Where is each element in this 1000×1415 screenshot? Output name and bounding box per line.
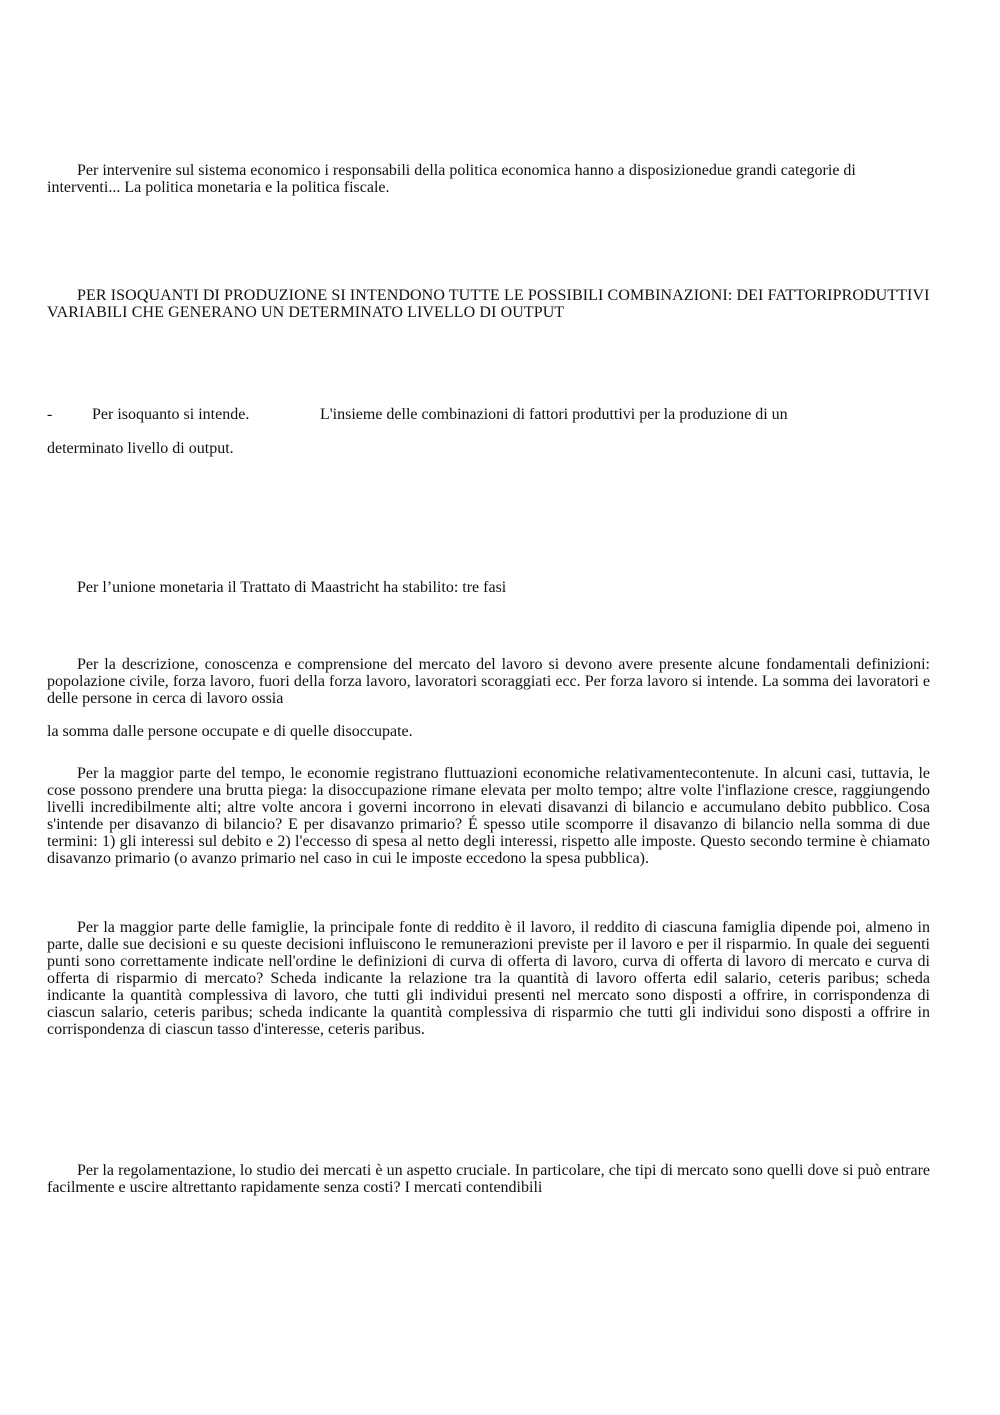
paragraph-isoquanti-definizione: PER ISOQUANTI DI PRODUZIONE SI INTENDONO TUTTE LE POSSIBILI COMBINAZIONI: DEI FATTORIPRODUTTIVI VARIABILI CHE GENERANO UN DETERMINATO LIVELLO DI OUTPUT — [47, 287, 930, 321]
paragraph-forza-lavoro-continuazione: la somma dalle persone occupate e di quelle disoccupate. — [47, 723, 413, 740]
paragraph-mercato-lavoro: Per la descrizione, conoscenza e comprensione del mercato del lavoro si devono avere presente alcune fondamentali definizioni: popolazione civile, forza lavoro, fuori della forza lavoro, lavoratori scoraggiati ecc. Per forza lavoro si intende. La somma dei lavoratori e delle persone in cerca di lavoro ossia — [47, 656, 930, 707]
list-bullet: - — [47, 406, 53, 423]
list-item-isoquanto — [47, 406, 930, 424]
list-item-question: Per isoquanto si intende. — [92, 406, 250, 423]
paragraph-politica-economica: Per intervenire sul sistema economico i responsabili della politica economica hanno a disposizionedue grandi categorie di interventi... La politica monetaria e la politica fiscale. — [47, 162, 856, 196]
paragraph-isoquanti-continuazione: determinato livello di output. — [47, 440, 234, 457]
paragraph-unione-monetaria: Per l’unione monetaria il Trattato di Maastricht ha stabilito: tre fasi — [77, 579, 507, 596]
paragraph-mercati-contendibili: Per la regolamentazione, lo studio dei mercati è un aspetto cruciale. In particolare, che tipi di mercato sono quelli dove si può entrare facilmente e uscire altrettanto rapidamente senza costi? I mercati contendibili — [47, 1162, 930, 1196]
paragraph-disavanzo-bilancio: Per la maggior parte del tempo, le economie registrano fluttuazioni economiche relativamentecontenute. In alcuni casi, tuttavia, le cose possono prendere una brutta piega: la disoccupazione rimane elevata per molto tempo; altre volte l'inflazione cresce, raggiungendo livelli incredibilmente alti; altre volte ancora i governi incorrono in elevati disavanzi di bilancio e accumulano debito pubblico. Cosa s'intende per disavanzo di bilancio? E per disavanzo primario? É spesso utile scomporre il disavanzo di bilancio nella somma di due termini: 1) gli interessi sul debito e 2) l'eccesso di spesa al netto degli interessi, rispetto alle imposte. Questo secondo termine è chiamato disavanzo primario (o avanzo primario nel caso in cui le imposte eccedono la spesa pubblica). — [47, 765, 930, 867]
paragraph-offerta-lavoro: Per la maggior parte delle famiglie, la principale fonte di reddito è il lavoro, il reddito di ciascuna famiglia dipende poi, almeno in parte, dalle sue decisioni e su queste decisioni influiscono le remunerazioni previste per il lavoro e per il risparmio. In quale dei seguenti punti sono correttamente indicate nell'ordine le definizioni di curva di offerta di lavoro, curva di offerta di lavoro di mercato e curva di offerta di risparmio di mercato? Scheda indicante la relazione tra la quantità di lavoro offerta edil salario, ceteris paribus; scheda indicante la quantità complessiva di lavoro, che tutti gli individui presenti nel mercato sono disposti a offrire, in corrispondenza di ciascun salario, ceteris paribus; scheda indicante la quantità complessiva di risparmio che tutti gli individui sono disposti a offrire in corrispondenza di ciascun tasso d'interesse, ceteris paribus. — [47, 919, 930, 1038]
list-item-answer: L'insieme delle combinazioni di fattori produttivi per la produzione di un — [320, 406, 788, 423]
